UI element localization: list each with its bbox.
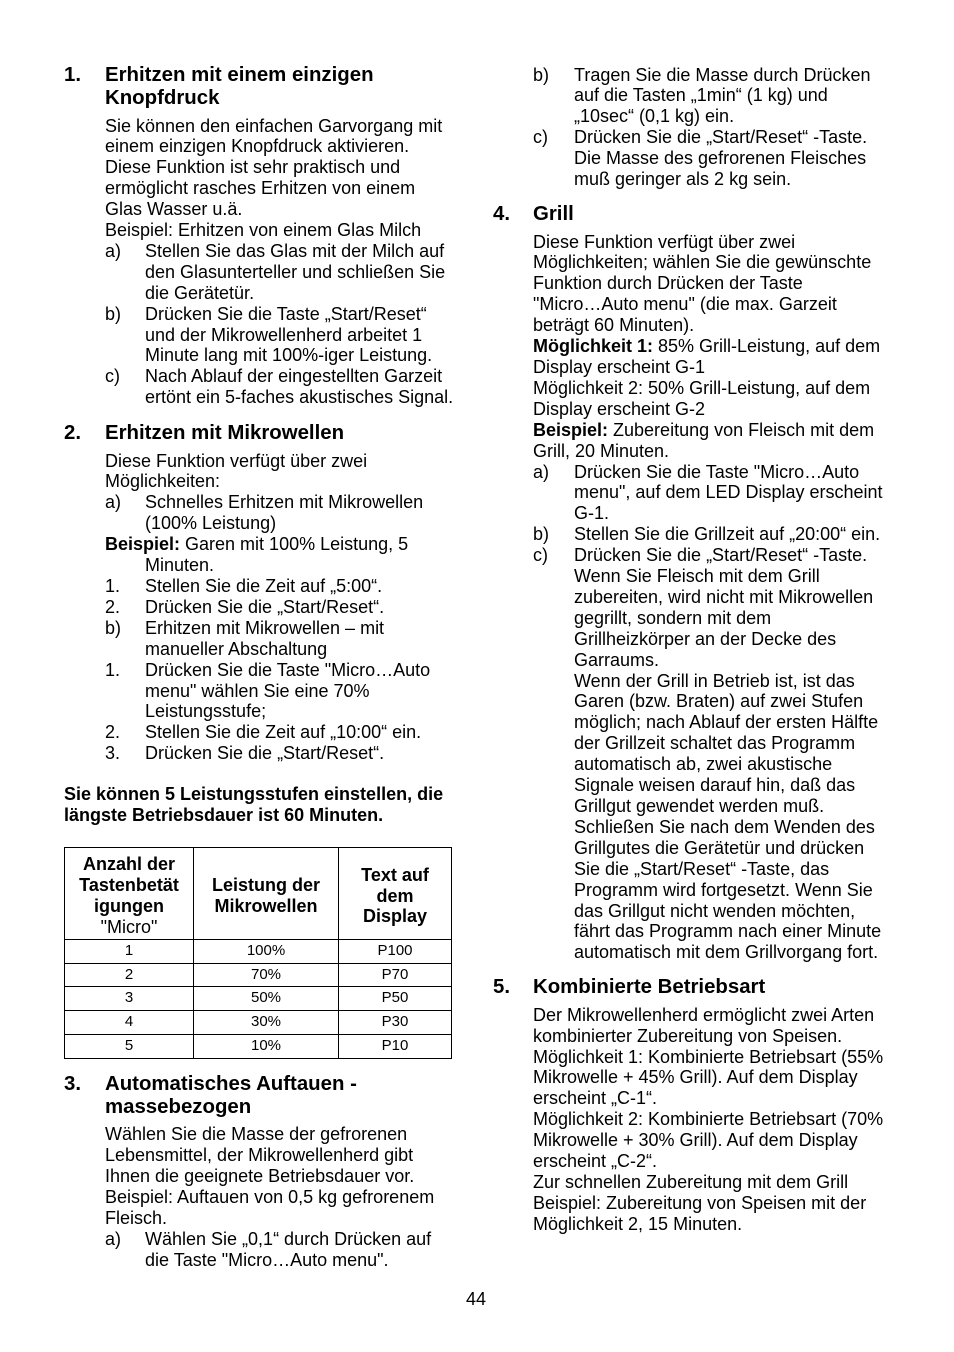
numbered-step	[105, 576, 464, 597]
list-marker: a)	[533, 461, 550, 482]
option-2-paragraph: Möglichkeit 2: Kombinierte Betriebsart (70% Mikrowelle + 30% Grill). Auf dem Display erscheint „C-2“.	[533, 1109, 884, 1172]
list-item	[105, 1229, 464, 1271]
example-label: Beispiel:	[533, 419, 609, 440]
section-5-heading	[493, 976, 903, 999]
numbered-step	[105, 597, 464, 618]
list-item	[105, 241, 464, 304]
section-title: Erhitzen mit einem einzigen Knopfdruck	[105, 63, 374, 109]
step-text: Drücken Sie die „Start/Reset“.	[145, 596, 385, 617]
cell-power: 10%	[194, 1034, 339, 1058]
cell-power: 30%	[194, 1011, 339, 1035]
cell-presses: 1	[65, 939, 194, 963]
option-1-paragraph	[533, 336, 903, 378]
list-item	[533, 462, 903, 525]
section-number: 5.	[493, 975, 511, 998]
section-title: Automatisches Auftauen - massebezogen	[105, 1073, 357, 1119]
list-item	[105, 304, 464, 367]
list-marker: b)	[533, 64, 550, 85]
list-item	[533, 545, 903, 963]
example-paragraph	[533, 420, 903, 462]
header-display-label: Text auf dem Display	[361, 864, 429, 927]
list-item	[105, 366, 464, 408]
cell-power: 100%	[194, 939, 339, 963]
list-item	[105, 618, 464, 660]
list-text: Drücken Sie die „Start/Reset“ -Taste. Wenn Sie Fleisch mit dem Grill zubereiten, wird nicht mit Mikrowellen gegrillt, sondern mit dem Grillheizkörper an der Decke des Garraums. Wenn der Grill in Betrieb ist, ist das Garen (bzw. Braten) auf zwei Stufen möglich; nach Ablauf der ersten Hälfte der Grillzeit schaltet das Programm automatisch ab, zwei akustische Signale weisen darauf hin, daß das Grillgut gewendet werden muß. Schließen Sie nach dem Wenden des Grillgutes die Gerätetür und drücken Sie die „Start/Reset“ -Taste, das Programm wird fortgesetzt. Wenn Sie das Grillgut nicht wenden möchten, fährt das Programm nach einer Minute automatisch mit dem Grillvorgang fort.	[574, 545, 882, 963]
cell-presses: 5	[65, 1034, 194, 1058]
list-marker: b)	[105, 617, 122, 638]
example-paragraph	[105, 534, 464, 576]
power-levels-note: Sie können 5 Leistungsstufen einstellen, die längste Betriebsdauer ist 60 Minuten.	[64, 783, 444, 825]
cell-display: P100	[339, 939, 452, 963]
section-1-body	[64, 116, 464, 409]
example-label: Beispiel:	[105, 534, 181, 555]
numbered-step	[105, 722, 464, 743]
section-number: 2.	[64, 421, 82, 444]
example-text: Beispiel: Erhitzen von einem Glas Milch	[105, 220, 422, 241]
step-number: 1.	[105, 576, 121, 597]
step-text: Stellen Sie die Zeit auf „10:00“ ein.	[145, 722, 422, 743]
power-levels-table	[64, 847, 452, 1059]
list-marker: b)	[533, 524, 550, 545]
section-intro: Diese Funktion verfügt über zwei Möglichkeiten:	[105, 450, 368, 492]
section-title: Grill	[533, 202, 574, 225]
list-text: Schnelles Erhitzen mit Mikrowellen (100% Leistung)	[145, 492, 424, 534]
section-intro: Sie können den einfachen Garvorgang mit einem einzigen Knopfdruck aktivieren. Diese Funktion ist sehr praktisch und ermöglicht rasches Erhitzen von einem Glas Wasser u.ä.	[105, 115, 443, 220]
list-marker: c)	[533, 127, 548, 148]
list-item	[533, 127, 903, 190]
example-text: Beispiel: Zubereitung von Speisen mit der Möglichkeit 2, 15 Minuten.	[533, 1192, 867, 1234]
header-display	[339, 848, 452, 940]
list-marker: c)	[533, 545, 548, 566]
section-5-body	[493, 1005, 903, 1235]
list-marker: b)	[105, 303, 122, 324]
table-row	[65, 963, 452, 987]
list-item	[105, 492, 464, 534]
section-intro: Der Mikrowellenherd ermöglicht zwei Arten kombinierter Zubereitung von Speisen.	[533, 1004, 875, 1046]
option-2-paragraph: Möglichkeit 2: 50% Grill-Leistung, auf dem Display erscheint G-2	[533, 377, 871, 419]
step-text: Stellen Sie die Zeit auf „5:00“.	[145, 576, 383, 597]
section-4-heading	[493, 203, 903, 226]
cell-display: P70	[339, 963, 452, 987]
section-number: 4.	[493, 202, 511, 225]
table-row	[65, 987, 452, 1011]
page-number: 44	[465, 1288, 487, 1309]
list-text: Stellen Sie das Glas mit der Milch auf den Glasunterteller und schließen Sie die Gerätetür.	[145, 240, 446, 303]
list-text: Drücken Sie die Taste „Start/Reset“ und der Mikrowellenherd arbeitet 1 Minute lang mit 100%-iger Leistung.	[145, 303, 433, 366]
section-3-body	[64, 1124, 464, 1270]
step-text: Drücken Sie die Taste "Micro…Auto menu" wählen Sie eine 70% Leistungsstufe;	[145, 659, 431, 722]
list-marker: a)	[105, 492, 122, 513]
section-4-body	[493, 232, 903, 964]
cell-presses: 4	[65, 1011, 194, 1035]
cell-presses: 3	[65, 987, 194, 1011]
table-header-row	[65, 848, 452, 940]
header-presses-label: Anzahl der Tastenbetät igungen	[79, 854, 179, 916]
cell-display: P30	[339, 1011, 452, 1035]
table-row	[65, 939, 452, 963]
step-number: 2.	[105, 722, 121, 743]
section-title: Erhitzen mit Mikrowellen	[105, 421, 345, 444]
list-text: Drücken Sie die Taste "Micro…Auto menu", auf dem LED Display erscheint G-1.	[574, 461, 883, 524]
step-number: 2.	[105, 596, 121, 617]
step-number: 1.	[105, 659, 121, 680]
list-text: Stellen Sie die Grillzeit auf „20:00“ ein.	[574, 524, 881, 545]
numbered-step	[105, 660, 464, 723]
table-row	[65, 1011, 452, 1035]
cell-display: P50	[339, 987, 452, 1011]
option-1-paragraph: Möglichkeit 1: Kombinierte Betriebsart (55% Mikrowelle + 45% Grill). Auf dem Display erscheint „C-1“.	[533, 1046, 884, 1109]
section-1-heading	[64, 64, 464, 110]
section-number: 1.	[64, 63, 82, 86]
step-number: 3.	[105, 743, 121, 764]
right-column	[493, 65, 903, 1235]
list-text: Nach Ablauf der eingestellten Garzeit ertönt ein 5-faches akustisches Signal.	[145, 366, 454, 408]
header-power	[194, 848, 339, 940]
numbered-step	[105, 743, 464, 764]
option-1-text: 85% Grill-Leistung, auf dem Display erscheint G-1	[533, 336, 881, 377]
grill-note: Zur schnellen Zubereitung mit dem Grill	[533, 1172, 849, 1192]
section-number: 3.	[64, 1073, 82, 1096]
section-intro: Wählen Sie die Masse der gefrorenen Lebensmittel, der Mikrowellenherd gibt Ihnen die geeignete Betriebsdauer vor.	[105, 1124, 415, 1187]
header-presses	[65, 848, 194, 940]
list-item	[533, 524, 903, 545]
list-text: Wählen Sie „0,1“ durch Drücken auf die Taste "Micro…Auto menu".	[145, 1228, 432, 1270]
cell-power: 70%	[194, 963, 339, 987]
section-2-heading	[64, 422, 464, 445]
option-1-label: Möglichkeit 1:	[533, 336, 654, 357]
example-text: Garen mit 100% Leistung, 5 Minuten.	[145, 534, 409, 576]
section-2-body	[64, 451, 464, 765]
section-title: Kombinierte Betriebsart	[533, 975, 766, 998]
list-item	[533, 65, 903, 128]
step-text: Drücken Sie die „Start/Reset“.	[145, 743, 385, 764]
list-marker: c)	[105, 366, 120, 387]
list-marker: a)	[105, 1228, 122, 1249]
list-text: Erhitzen mit Mikrowellen – mit manueller Abschaltung	[145, 617, 385, 659]
example-text: Zubereitung von Fleisch mit dem Grill, 20 Minuten.	[533, 419, 875, 461]
table-row	[65, 1034, 452, 1058]
cell-power: 50%	[194, 987, 339, 1011]
list-marker: a)	[105, 240, 122, 261]
header-presses-button: "Micro"	[100, 916, 158, 937]
left-column	[64, 64, 464, 1271]
section-3-heading	[64, 1073, 464, 1119]
cell-presses: 2	[65, 963, 194, 987]
header-power-label: Leistung der Mikrowellen	[211, 875, 320, 916]
example-text: Beispiel: Auftauen von 0,5 kg gefrorenem Fleisch.	[105, 1187, 435, 1228]
list-text: Drücken Sie die „Start/Reset“ -Taste. Die Masse des gefrorenen Fleisches muß geringer als 2 kg sein.	[574, 127, 868, 190]
section-3-body-continued	[493, 65, 903, 190]
cell-display: P10	[339, 1034, 452, 1058]
section-intro: Diese Funktion verfügt über zwei Möglichkeiten; wählen Sie die gewünschte Funktion durch Drücken der Taste "Micro…Auto menu" (die max. Garzeit beträgt 60 Minuten).	[533, 231, 872, 336]
list-text: Tragen Sie die Masse durch Drücken auf die Tasten „1min“ (1 kg) und „10sec“ (0,1 kg) ein.	[574, 64, 871, 127]
